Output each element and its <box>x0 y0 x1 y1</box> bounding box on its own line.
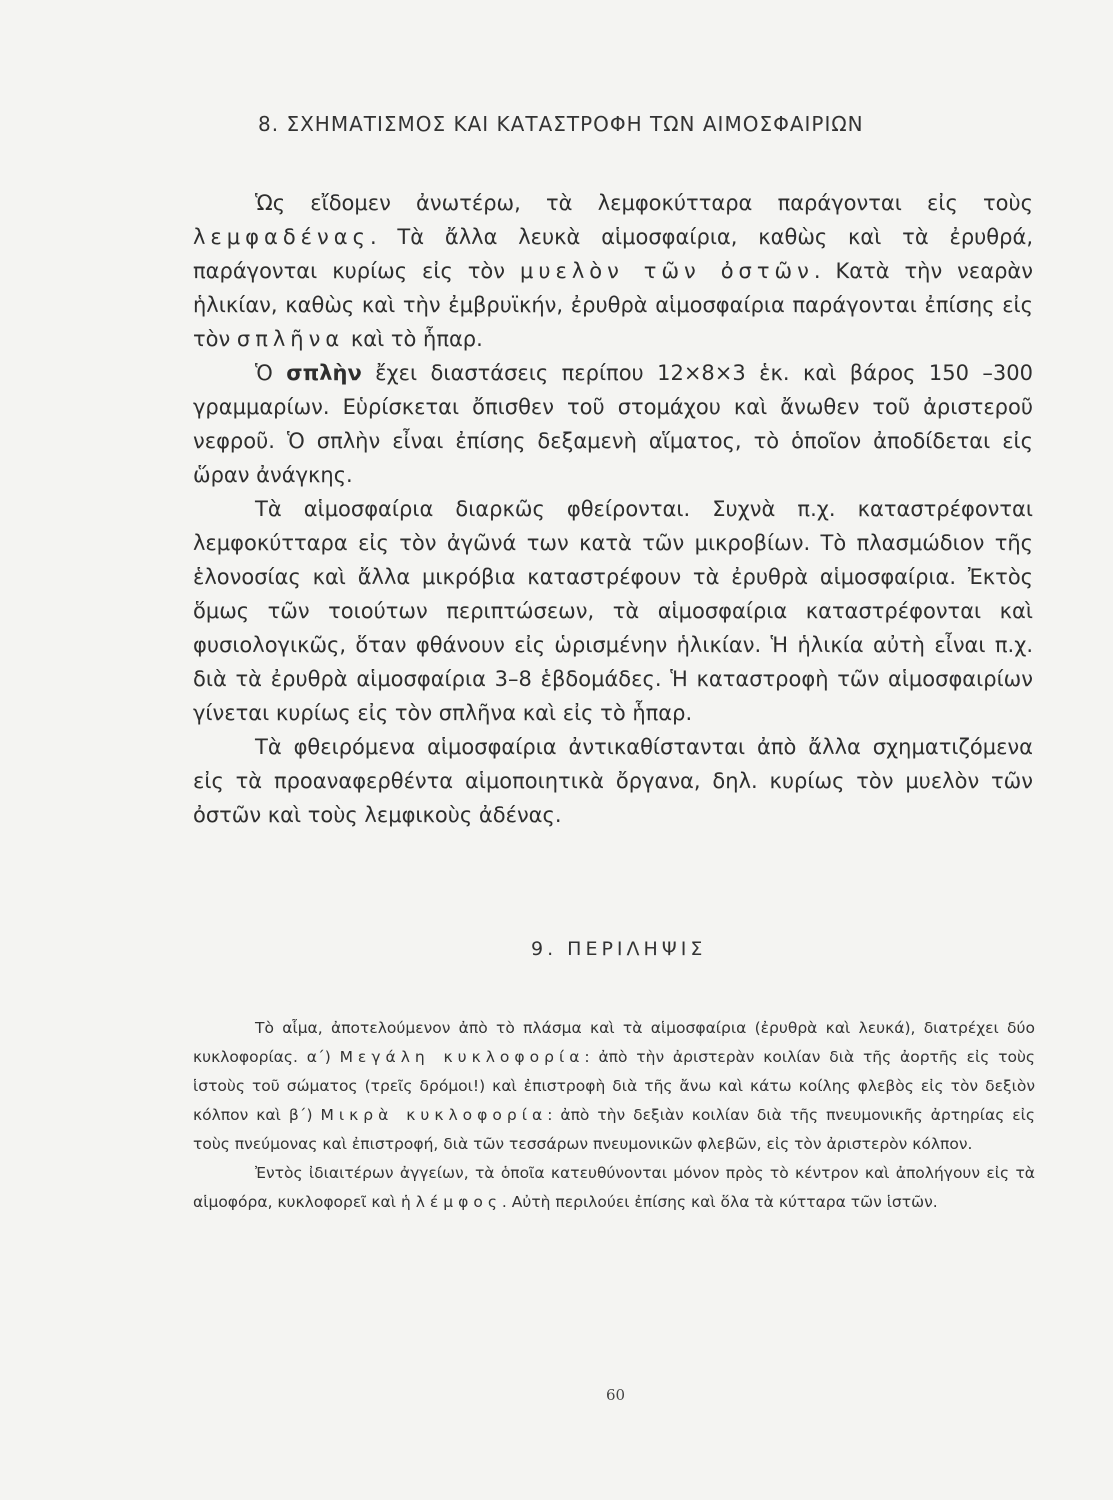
text-run: . Αὐτὴ περιλούει ἐπίσης καὶ ὅλα τὰ κύτταρα τῶν ἱστῶν. <box>501 1193 938 1211</box>
spaced-term: Μικρὰ κυκλοφορία <box>320 1106 548 1124</box>
section-heading: 8. ΣΧΗΜΑΤΙΣΜΟΣ ΚΑΙ ΚΑΤΑΣΤΡΟΦΗ ΤΩΝ ΑΙΜΟΣΦΑΙΡΙΩΝ <box>258 112 864 136</box>
summary-text <box>193 1014 1035 1217</box>
spaced-term: μυελὸν τῶν ὀστῶν <box>519 259 814 283</box>
paragraph-4: Τὰ φθειρόμενα αἱμοσφαίρια ἀντικαθίστανται ἀπὸ ἄλλα σχηματιζόμενα εἰς τὰ προαναφερθέντα αἱμοποιητικὰ ὄργανα, δηλ. κυρίως τὸν μυελὸν τῶν ὀστῶν καὶ τοὺς λεμφικοὺς ἀδένας. <box>193 735 1033 827</box>
text-run: : ἀπὸ τὴν ἀριστερὰν κοιλίαν διὰ τῆς ἀορτῆς εἰς τοὺς ἱστοὺς τοῦ σώματος (τρεῖς δρόμοι!) καὶ ἐπιστροφὴ διὰ τῆς ἄνω καὶ κάτω κοίλης φλεβὸς εἰς τὸν δεξιὸν κόλπον καὶ β΄) <box>193 1048 1036 1124</box>
text-run: Τὸ αἷμα, ἀποτελούμενον ἀπὸ τὸ πλάσμα καὶ τὰ αἱμοσφαίρια (ἐρυθρὰ καὶ λευκά), διατρέχει δύο κυκλοφορίας. α΄) <box>193 1019 1035 1066</box>
spaced-term: λέμφος <box>415 1193 502 1211</box>
text-run: : ἀπὸ τὴν δεξιὰν κοιλίαν διὰ τῆς πνευμονικῆς ἀρτηρίας εἰς τοὺς πνεύμονας καὶ ἐπιστροφή, διὰ τῶν τεσσάρων πνευμονικῶν φλεβῶν, εἰς τὸν ἀριστερὸν κόλπον. <box>193 1106 1035 1153</box>
spaced-term: Μεγάλη κυκλοφορία <box>339 1048 585 1066</box>
spaced-term: λεμφαδένας <box>193 225 370 249</box>
text-run: Ἐντὸς ἰδιαιτέρων ἀγγείων, τὰ ὁποῖα κατευθύνονται μόνον πρὸς τὸ κέντρον καὶ ἀπολήγουν εἰς τὰ αἱμοφόρα, κυκλοφορεῖ καὶ ἡ <box>193 1164 1035 1211</box>
main-text <box>193 186 1033 832</box>
spaced-term: σπλῆνα <box>236 327 345 351</box>
paragraph-3: Τὰ αἱμοσφαίρια διαρκῶς φθείρονται. Συχνὰ π.χ. καταστρέφονται λεμφοκύτταρα εἰς τὸν ἀγῶνά των κατὰ τῶν μικροβίων. Τὸ πλασμώδιον τῆς ἑλονοσίας καὶ ἄλλα μικρόβια καταστρέφουν τὰ ἐρυθρὰ αἱμοσφαίρια. Ἐκτὸς ὅμως τῶν τοιούτων περιπτώσεων, τὰ αἱμοσφαίρια καταστρέφονται καὶ φυσιολογικῶς, ὅταν φθάνουν εἰς ὡρισμένην ἡλικίαν. Ἡ ἡλικία αὐτὴ εἶναι π.χ. διὰ τὰ ἐρυθρὰ αἱμοσφαίρια 3–8 ἑβδομάδες. Ἡ καταστροφὴ τῶν αἱμοσφαιρίων γίνεται κυρίως εἰς τὸν σπλῆνα καὶ εἰς τὸ ἧπαρ. <box>193 497 1033 725</box>
summary-paragraph-2 <box>193 1159 1035 1217</box>
paragraph-1 <box>193 186 1033 356</box>
text-run: καὶ τὸ ἧπαρ. <box>344 327 483 351</box>
page-number: 60 <box>606 1386 626 1404</box>
text-run: . Κατὰ τὴν νεαρὰν ἡλικίαν, καθὼς καὶ τὴν ἐμβρυϊκήν, ἐρυθρὰ αἱμοσφαίρια παράγονται ἐπίσης εἰς τὸν <box>193 259 1034 351</box>
paragraph-2 <box>193 356 1033 492</box>
text-run: . Τὰ ἄλλα λευκὰ αἱμοσφαίρια, καθὼς καὶ τὰ ἐρυθρά, παράγονται κυρίως εἰς τὸν <box>193 225 1033 283</box>
text-run: Ὁ <box>255 361 287 385</box>
summary-heading: 9. ΠΕΡΙΛΗΨΙΣ <box>531 938 707 960</box>
summary-paragraph-1 <box>193 1014 1035 1159</box>
bold-term: σπλὴν <box>286 361 362 385</box>
text-run: Ὡς εἴδομεν ἀνωτέρω, τὰ λεμφοκύτταρα παράγονται εἰς τοὺς <box>255 191 1033 215</box>
text-run: ἔχει διαστάσεις περίπου 12×8×3 ἑκ. καὶ βάρος 150 –300 γραμμαρίων. Εὑρίσκεται ὄπισθεν τοῦ στομάχου καὶ ἄνωθεν τοῦ ἀριστεροῦ νεφροῦ. Ὁ σπλὴν εἶναι ἐπίσης δεξαμενὴ αἵματος, τὸ ὁποῖον ἀποδίδεται εἰς ὥραν ἀνάγκης. <box>193 361 1033 487</box>
